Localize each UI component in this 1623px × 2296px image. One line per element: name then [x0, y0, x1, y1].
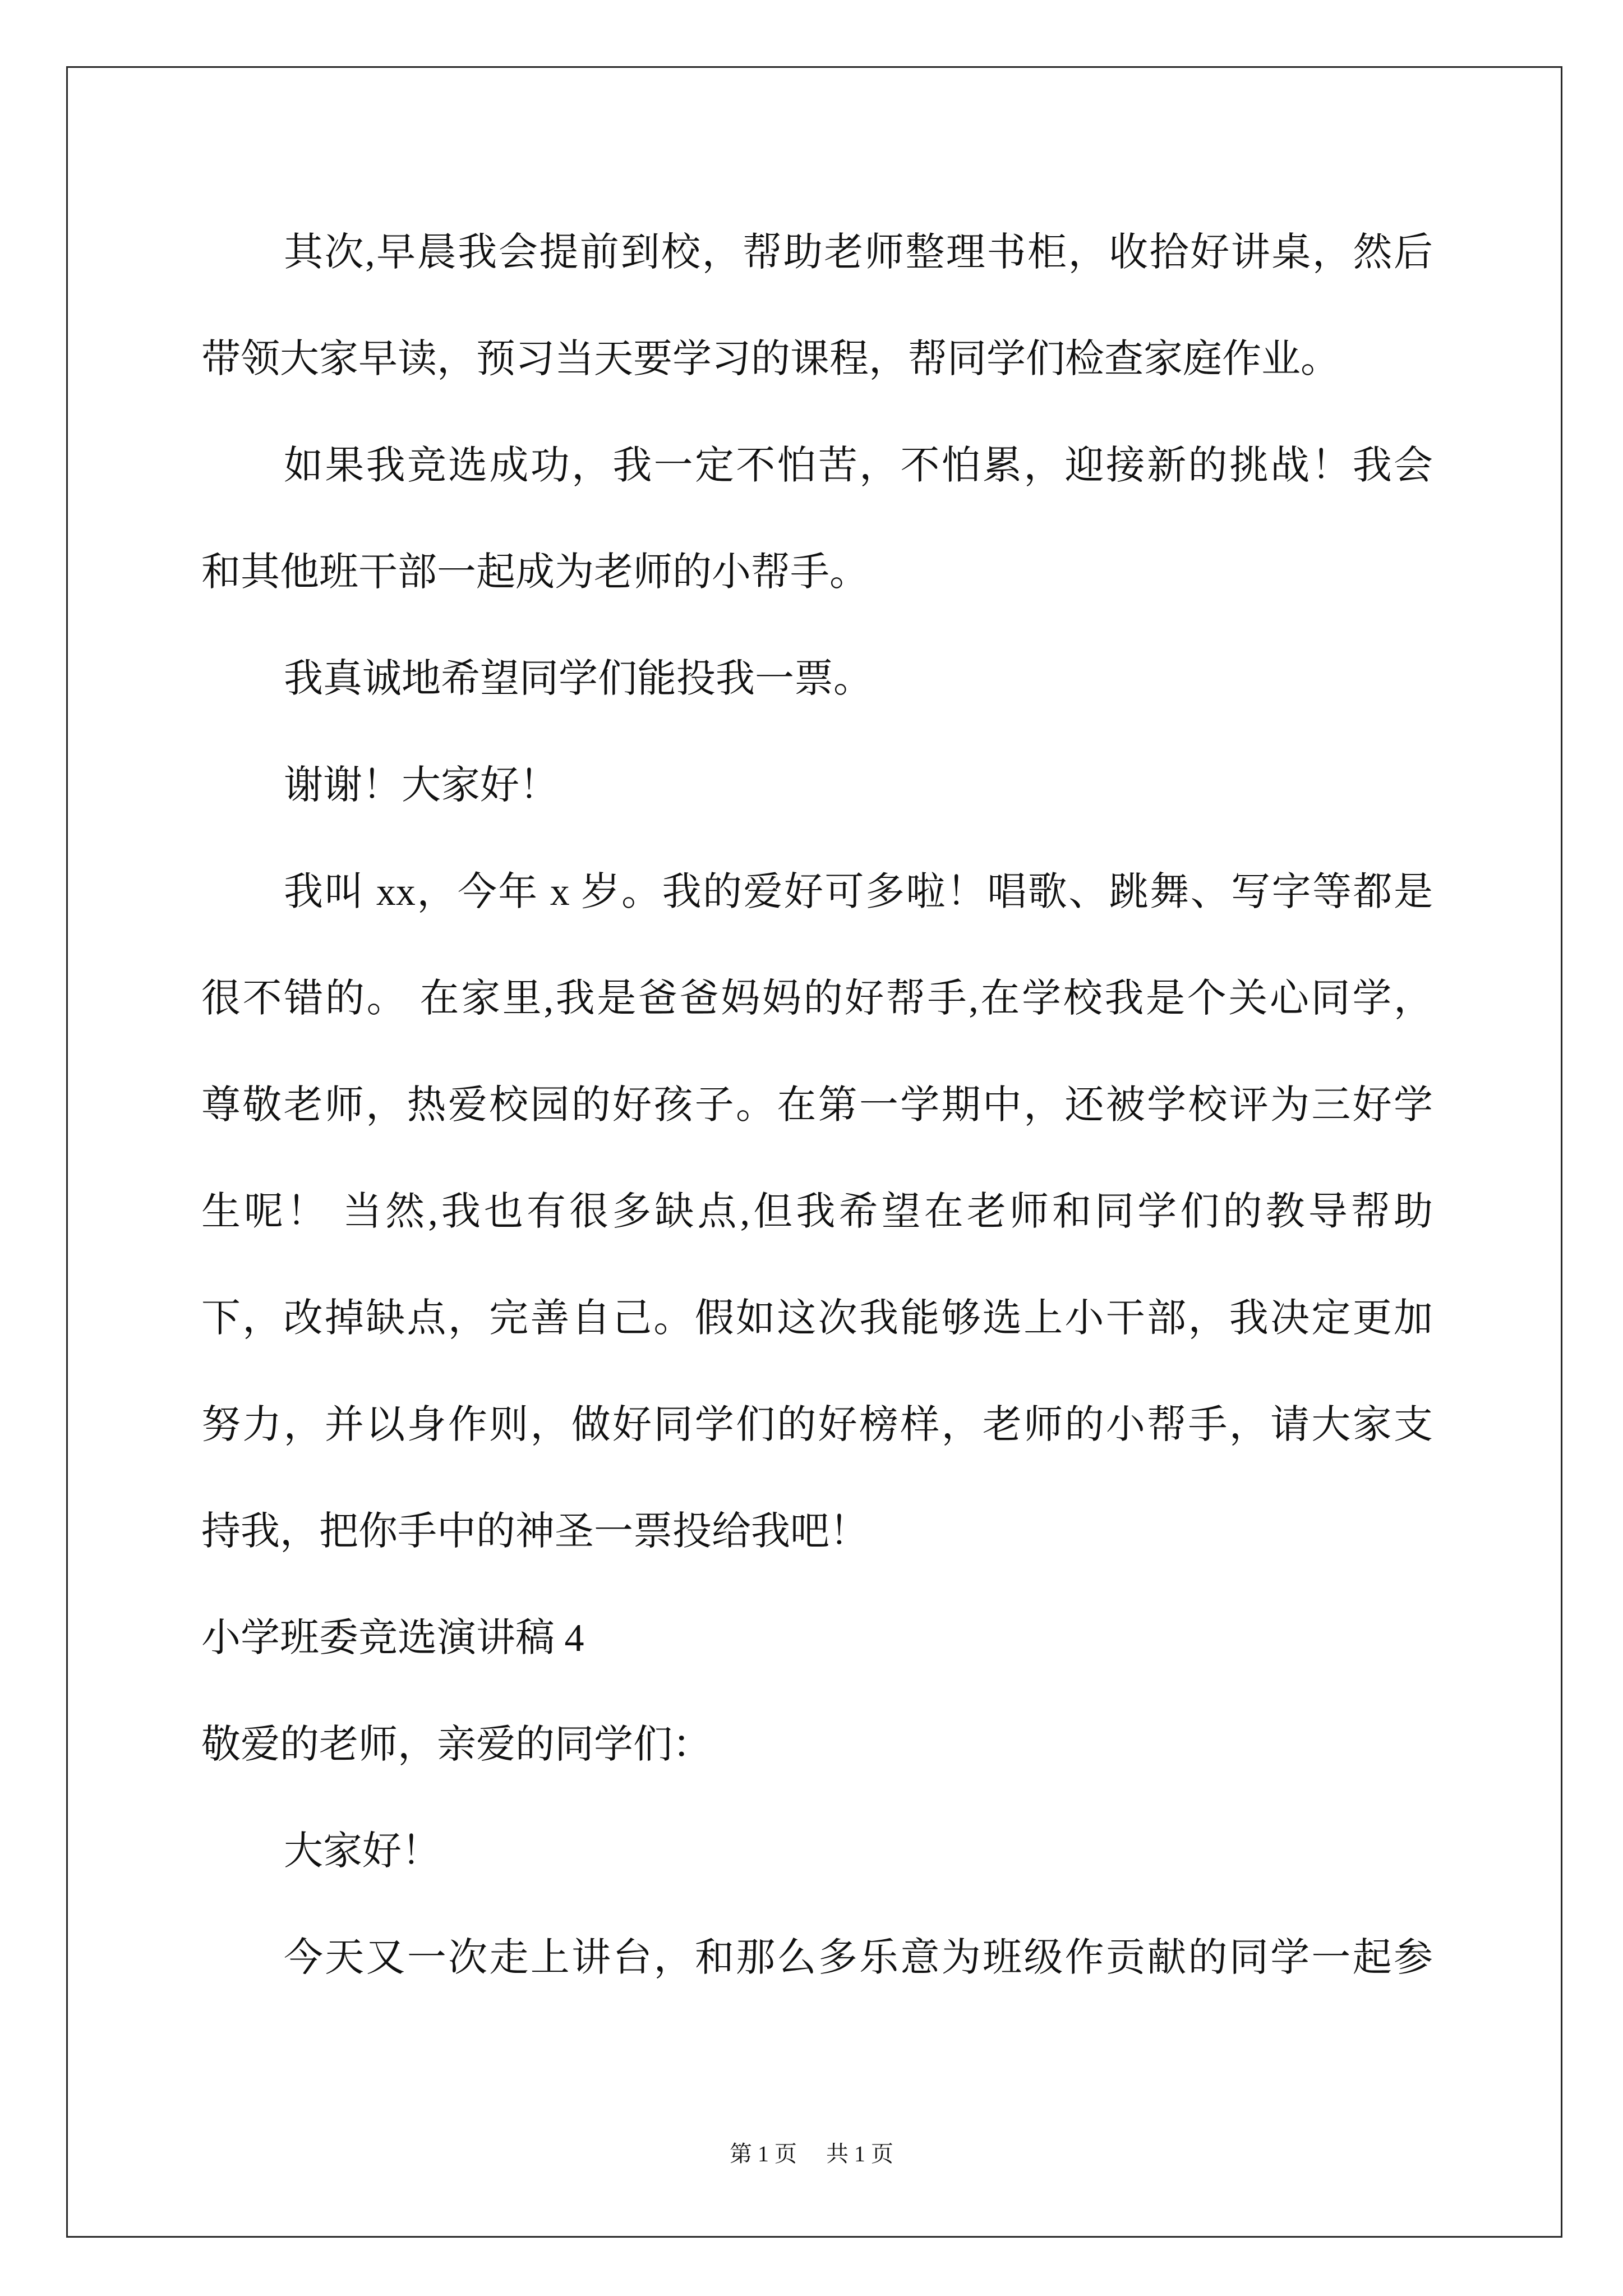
section-heading-text: 小学班委竞选演讲稿 4	[201, 1617, 584, 1660]
page-footer	[0, 2138, 1623, 2170]
paragraph	[201, 733, 1433, 839]
paragraph-line: 尊敬老师，热爱校园的好孩子。在第一学期中，还被学校评为三好学	[201, 1084, 1433, 1127]
paragraph	[201, 200, 1433, 413]
paragraph	[201, 413, 1433, 626]
paragraph	[201, 839, 1433, 1585]
paragraph-line: 努力，并以身作则，做好同学们的好榜样，老师的小帮手，请大家支	[201, 1404, 1433, 1447]
paragraph-line: 带领大家早读，预习当天要学习的课程，帮同学们检查家庭作业。	[201, 338, 1340, 381]
paragraph-line: 其次,早晨我会提前到校，帮助老师整理书柜，收拾好讲桌，然后	[284, 231, 1433, 274]
paragraph-line: 和其他班干部一起成为老师的小帮手。	[201, 551, 869, 594]
paragraph-line: 生呢！ 当然,我也有很多缺点,但我希望在老师和同学们的教导帮助	[201, 1190, 1433, 1234]
paragraph-line: 大家好！	[284, 1830, 441, 1873]
salutation	[201, 1692, 1433, 1798]
paragraph-line: 我真诚地希望同学们能投我一票。	[284, 657, 873, 701]
paragraph	[201, 626, 1433, 733]
paragraph-line: 很不错的。 在家里,我是爸爸妈妈的好帮手,在学校我是个关心同学，	[201, 977, 1433, 1020]
page-total: 共 1 页	[826, 2141, 893, 2166]
paragraph-line: 持我，把你手中的神圣一票投给我吧！	[201, 1510, 869, 1553]
paragraph-line: 如果我竞选成功，我一定不怕苦，不怕累，迎接新的挑战！我会	[284, 444, 1433, 487]
paragraph-line: 今天又一次走上讲台，和那么多乐意为班级作贡献的同学一起参	[284, 1936, 1433, 1980]
paragraph	[201, 1905, 1433, 2012]
document-body	[201, 200, 1433, 2012]
paragraph-line: 谢谢！大家好！	[284, 764, 559, 807]
paragraph	[201, 1798, 1433, 1905]
paragraph-line: 下，改掉缺点，完善自己。假如这次我能够选上小干部，我决定更加	[201, 1297, 1433, 1340]
section-heading	[201, 1585, 1433, 1692]
paragraph-line: 我叫 xx，今年 x 岁。我的爱好可多啦！唱歌、跳舞、写字等都是	[284, 871, 1433, 914]
page-number: 第 1 页	[730, 2141, 797, 2166]
salutation-text: 敬爱的老师，亲爱的同学们：	[201, 1723, 712, 1766]
